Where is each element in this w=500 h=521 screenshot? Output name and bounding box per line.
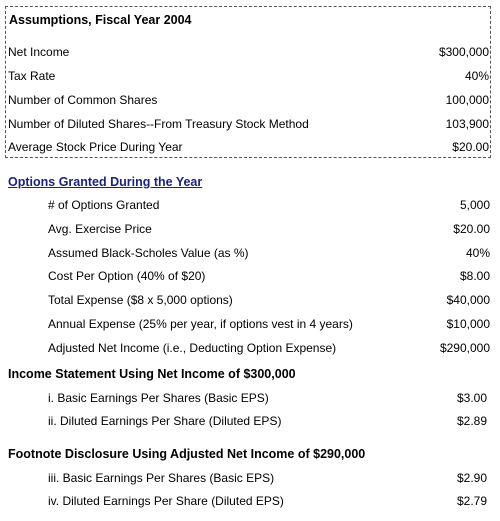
income-statement-row: [0, 391, 500, 411]
options-row: [0, 317, 500, 337]
assumption-row-avg-stock-price: [0, 140, 500, 160]
row-label: Total Expense ($8 x 5,000 options): [48, 293, 233, 307]
assumptions-title: Assumptions, Fiscal Year 2004: [9, 13, 192, 27]
assumption-row-tax-rate: [0, 69, 500, 89]
row-label: i. Basic Earnings Per Shares (Basic EPS): [48, 391, 269, 405]
options-row: [0, 293, 500, 313]
row-value: 100,000: [445, 93, 489, 107]
options-section-title: Options Granted During the Year: [8, 175, 203, 189]
row-label: Tax Rate: [8, 69, 56, 83]
row-value: $2.79: [456, 494, 487, 508]
row-value: $10,000: [446, 317, 490, 331]
income-statement-row: [0, 414, 500, 434]
row-value: $290,000: [439, 341, 490, 355]
footnote-row: [0, 471, 500, 491]
row-value: $300,000: [438, 45, 489, 59]
row-label: Avg. Exercise Price: [48, 222, 152, 236]
options-row: [0, 269, 500, 289]
row-label: Assumed Black-Scholes Value (as %): [48, 246, 249, 260]
row-value: $8.00: [459, 269, 490, 283]
row-value: $2.89: [456, 414, 487, 428]
row-label: Cost Per Option (40% of $20): [48, 269, 206, 283]
row-value: $40,000: [446, 293, 490, 307]
assumption-row-net-income: [0, 45, 500, 65]
row-value: $2.90: [456, 471, 487, 485]
assumption-row-diluted-shares: [0, 117, 500, 137]
row-label: ii. Diluted Earnings Per Share (Diluted EPS): [48, 414, 282, 428]
row-label: Adjusted Net Income (i.e., Deducting Option Expense): [48, 341, 337, 355]
income-statement-title: Income Statement Using Net Income of $300,000: [8, 367, 296, 381]
footnote-row: [0, 494, 500, 514]
options-row: [0, 198, 500, 218]
row-value: $20.00: [452, 140, 489, 154]
row-label: # of Options Granted: [48, 198, 160, 212]
row-value: $20.00: [453, 222, 490, 236]
row-label: Average Stock Price During Year: [8, 140, 183, 154]
row-label: Number of Common Shares: [8, 93, 158, 107]
row-label: iii. Basic Earnings Per Shares (Basic EPS): [48, 471, 275, 485]
row-label: Net Income: [8, 45, 70, 59]
row-value: 103,900: [445, 117, 489, 131]
row-label: iv. Diluted Earnings Per Share (Diluted EPS): [48, 494, 284, 508]
options-row: [0, 222, 500, 242]
options-row: [0, 341, 500, 361]
options-row: [0, 246, 500, 266]
row-value: 40%: [465, 246, 490, 260]
assumption-row-common-shares: [0, 93, 500, 113]
footnote-title: Footnote Disclosure Using Adjusted Net Income of $290,000: [8, 447, 366, 461]
row-value: 5,000: [459, 198, 490, 212]
row-label: Annual Expense (25% per year, if options vest in 4 years): [48, 317, 353, 331]
row-label: Number of Diluted Shares--From Treasury Stock Method: [8, 117, 309, 131]
row-value: $3.00: [456, 391, 487, 405]
row-value: 40%: [464, 69, 489, 83]
